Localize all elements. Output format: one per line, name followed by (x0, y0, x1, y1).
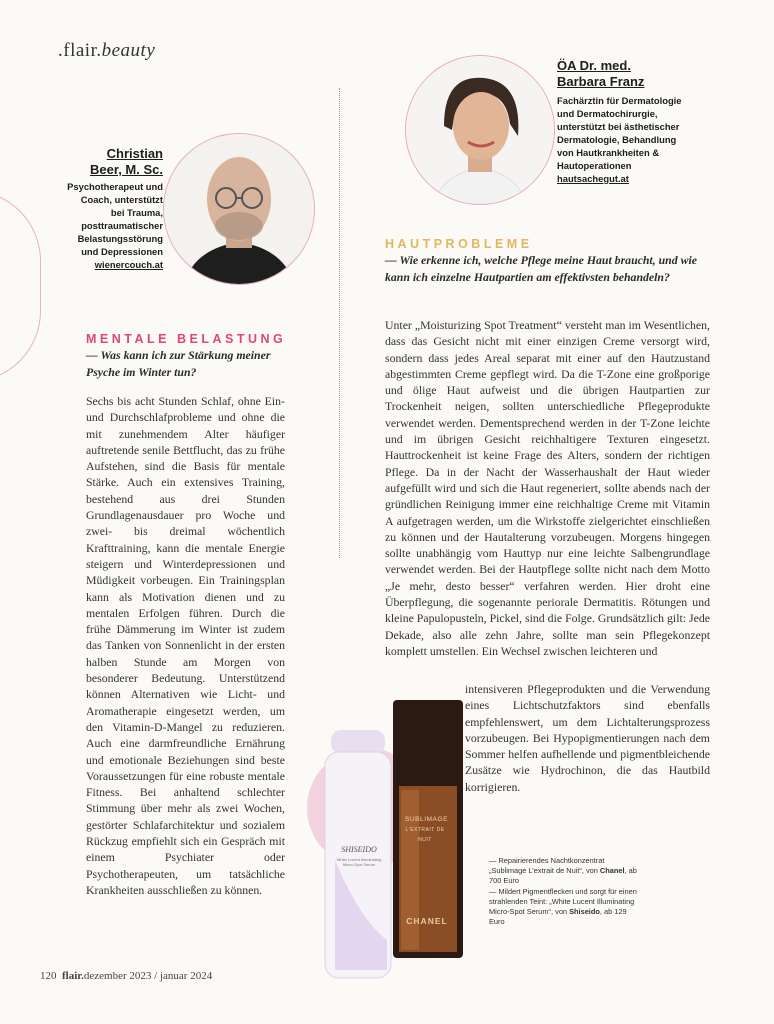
footer-issue: dezember 2023 / januar 2024 (83, 970, 213, 982)
page-footer (40, 970, 212, 982)
article-body-mentale (86, 393, 285, 898)
expert-name: Christian Beer, M. Sc. (90, 146, 163, 177)
brand-section: beauty (101, 40, 156, 61)
product-image (305, 690, 475, 985)
expert-bio: Psychotherapeut und Coach, unterstützt bei Trauma, posttraumatischer Belastungsstörung und Depressionen wienercouch.at (55, 180, 163, 271)
shiseido-bottle-brand: SHISEIDO (341, 845, 377, 854)
body-paragraph: Unter „Moisturizing Spot Treatment“ versteht man im Wesentlichen, dass das Gesicht nicht mit einer einzigen Creme versorgt wird, sondern dass jedes Areal separat mit einer auf den Hautzustand abgestimmten Creme gepflegt wird. Da die T-Zone eine großporige und ölige Haut aufweist und die übrigen Hautpartien zur Trockenheit neigen, sollten unterschiedliche Pflegeprodukte verwendet werden. Dementsprechend werden in der T-Zone leichte und im übrigen Gesicht reichhaltigere Texturen eingesetzt. Hauttrockenheit ist keine Frage des Alters, sondern der richtigen Pflege. Da in der Nacht der Wasserhaushalt der Haut wieder aufgefüllt wird und sich die Haut regeneriert, sollte abends nach der gründlichen Reinigung immer eine reichhaltige Creme mit Vitamin A aufgetragen werden, um die Wirkstoffe zielgerichtet einschließen zu können und der Hautalterung vorzubeugen. Morgens hingegen sollte unabhängig vom Hauttyp nur eine leichte Salbengrundlage verwendet werden. Bei der Hautpflege sollte nicht nach dem Motto „Je mehr, desto besser“ verfahren werden. Hier droht eine Überpflegung, die sogenannte periorale Dermatitis. Rötungen und kleine Papulopusteln, Pickel, sind die Folge. Grundsätzlich gilt: Jede Dekade, also alle zehn Jahre, sollte man sein Pflegekonzept komplett umstellen. Ein Wechsel zwischen leichteren und (385, 318, 710, 658)
decorative-arc (0, 190, 41, 382)
brand-header (58, 40, 155, 62)
chanel-bottle-brand: CHANEL (406, 916, 448, 926)
page-number: 120 (40, 970, 57, 982)
caption-chanel: — Repairierendes Nachtkonzentrat „Sublimage L’extrait de Nuit“, von Chanel, ab 700 Euro (489, 856, 637, 885)
expert-bio: Fachärztin für Dermatologie und Dermatochirurgie, unterstützt bei ästhetischer Dermatologie, Behandlung von Hautkrankheiten & Hautoperationen hautsachegut.at (557, 94, 737, 185)
caption-shiseido: — Mildert Pigmentflecken und sorgt für einen strahlenden Teint: „White Lucent Illuminating Micro-Spot Serum“, von Shiseido, ab 129 Euro (489, 887, 637, 926)
shiseido-bottle-label: White Lucent Illuminating Micro-Spot Serum (336, 857, 382, 867)
column-divider (339, 88, 340, 558)
question-haut: — Wie erkenne ich, welche Pflege meine Haut braucht, und wie kann ich einzelne Hautpartien am effektivsten behandeln? (385, 253, 697, 284)
question-mentale: — Was kann ich zur Stärkung meiner Psyche im Winter tun? (86, 348, 271, 379)
chanel-bottle-label: SUBLIMAGE L'EXTRAIT DE NUIT (405, 816, 448, 843)
kicker-mentale-belastung: MENTALE BELASTUNG (86, 332, 287, 346)
expert-website-link[interactable]: hautsachegut.at (557, 173, 629, 184)
body-paragraph: intensiveren Pflegeprodukten und die Verwendung eines Lichtschutzfaktors sind ebenfalls empfehlenswert, um dem Lichtalterungsprozess vorzubeugen. Bei Hypopigmentierungen nach dem Sommer helfen aufhellende und pigmentbleichende Zusätze wie Hydrochinon, die das Hautbild korrigieren. (465, 682, 710, 794)
portrait-barbara-franz (405, 55, 555, 205)
expert-card-franz (557, 58, 737, 185)
article-body-haut (385, 317, 710, 659)
article-body-haut-continued (465, 681, 710, 795)
body-paragraph: Sechs bis acht Stunden Schlaf, ohne Ein- und Durchschlafprobleme und ohne die mit zunehmendem Alter häufiger auftretende senile Bettflucht, das zu frühe Aufstehen, sind die Basis für mentale Stärke. Auch ein extensives Training, bestehend aus drei Stunden Grundlagenausdauer pro Woche und zwei- bis dreimal wöchentlich Krafttraining, kann die mentale Energie steigern und Winterdepressionen und Müdigkeit vorbeugen. Ein Trainingsplan kann als Motivation dienen und zu mentalen Erfolgen führen. Durch die frühe Dämmerung im Winter ist zudem das Tanken von Sonnenlicht in der ersten halben Stunde am Morgen von besonderer Bedeutung. Unterstützend können Alternativen wie Licht- und Aromatherapie eingesetzt werden, um den Vitamin-D-Mangel zu reduzieren. Auch eine darmfreundliche Ernährung und emotionale Beziehungen sind beste Voraussetzungen für eine robuste mentale Fitness. Bei anhaltend schlechter Stimmung über mehr als zwei Wochen, gestörter Schlafarchitektur und sozialem Rückzug empfiehlt sich ein Gespräch mit einem Psychiater oder Psychotherapeuten, um tatsächliche Krankheiten ausschließen zu können. (86, 394, 285, 897)
brand-main: .flair. (58, 40, 102, 61)
footer-magazine: flair. (62, 970, 84, 982)
kicker-hautprobleme: HAUTPROBLEME (385, 237, 533, 251)
expert-card-beer (55, 146, 163, 271)
expert-name: ÖA Dr. med. Barbara Franz (557, 58, 645, 89)
expert-website-link[interactable]: wienercouch.at (94, 259, 163, 270)
portrait-christian-beer (163, 133, 315, 285)
